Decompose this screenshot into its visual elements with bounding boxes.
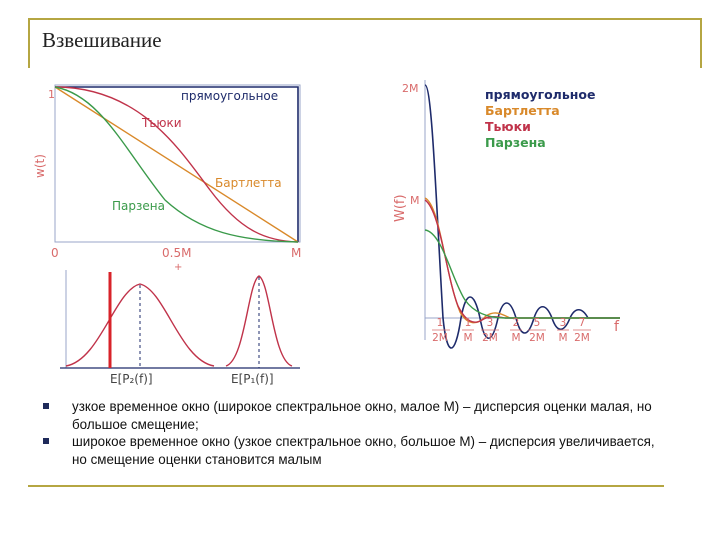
label-e-p1: E[P₁(f)] bbox=[231, 372, 274, 386]
svg-text:2: 2 bbox=[512, 317, 520, 329]
frame-bottom-border bbox=[28, 485, 664, 487]
label-e-p2: E[P₂(f)] bbox=[110, 372, 153, 386]
x-tick-half-m: 0.5M bbox=[162, 246, 192, 260]
x-tick-m: M bbox=[291, 246, 302, 260]
bullet-item bbox=[40, 433, 670, 468]
label-bartlett: Бартлетта bbox=[215, 176, 282, 190]
label-rectangular: прямоугольное bbox=[181, 89, 279, 103]
square-bullet-icon bbox=[43, 403, 49, 409]
svg-text:1: 1 bbox=[436, 317, 444, 329]
spectral-tukey-curve bbox=[425, 200, 620, 322]
svg-text:2M: 2M bbox=[482, 332, 498, 344]
x-tick-zero: 0 bbox=[51, 246, 59, 260]
svg-text:5: 5 bbox=[533, 317, 541, 329]
x-tick-fraction bbox=[557, 317, 569, 344]
spectral-window-plot bbox=[393, 80, 620, 348]
time-plot-box bbox=[55, 85, 300, 242]
label-tukey: Тьюки bbox=[142, 116, 182, 130]
y-axis-label-wt: w(t) bbox=[33, 154, 47, 178]
svg-text:3: 3 bbox=[559, 317, 567, 329]
bartlett-curve bbox=[55, 87, 298, 242]
svg-text:7: 7 bbox=[578, 317, 586, 329]
label-parzen: Парзена bbox=[112, 199, 165, 213]
x-tick-fraction bbox=[573, 317, 591, 344]
spectral-parzen-curve bbox=[425, 230, 620, 318]
square-bullet-icon bbox=[43, 438, 49, 444]
x-tick-plus-mark: + bbox=[174, 262, 183, 273]
slide-title: Взвешивание bbox=[42, 28, 162, 52]
x-tick-fraction bbox=[528, 317, 546, 344]
bullet-item bbox=[40, 398, 670, 433]
legend-parzen: Парзена bbox=[485, 135, 546, 150]
svg-text:2M: 2M bbox=[574, 332, 590, 344]
x-axis-label-f: f bbox=[614, 319, 619, 335]
svg-text:M: M bbox=[558, 332, 568, 344]
time-window-plot bbox=[33, 85, 301, 273]
y-axis-label-wf: W(f) bbox=[393, 194, 408, 222]
svg-text:3: 3 bbox=[486, 317, 494, 329]
svg-text:2M: 2M bbox=[432, 332, 448, 344]
y-tick-2m: 2M bbox=[402, 82, 419, 95]
svg-text:2M: 2M bbox=[529, 332, 545, 344]
y-tick-one: 1 bbox=[48, 88, 55, 101]
x-tick-fraction bbox=[432, 317, 450, 344]
bullet-text: широкое временное окно (узкое спектральное окно, большое М) – дисперсия увеличивается, но смещение оценки становится малым bbox=[72, 434, 655, 467]
svg-text:M: M bbox=[463, 332, 473, 344]
svg-text:1: 1 bbox=[464, 317, 472, 329]
bullet-list bbox=[40, 398, 670, 468]
y-tick-m: M bbox=[410, 194, 420, 207]
svg-text:M: M bbox=[511, 332, 521, 344]
legend-bartlett: Бартлетта bbox=[485, 103, 560, 118]
distribution-plot bbox=[60, 270, 300, 386]
spectral-bartlett-curve bbox=[425, 198, 620, 323]
legend-rectangular: прямоугольное bbox=[485, 87, 596, 102]
legend-tukey: Тьюки bbox=[485, 119, 531, 134]
bullet-text: узкое временное окно (широкое спектральное окно, малое М) – дисперсия оценки малая, но большое смещение; bbox=[72, 399, 652, 432]
